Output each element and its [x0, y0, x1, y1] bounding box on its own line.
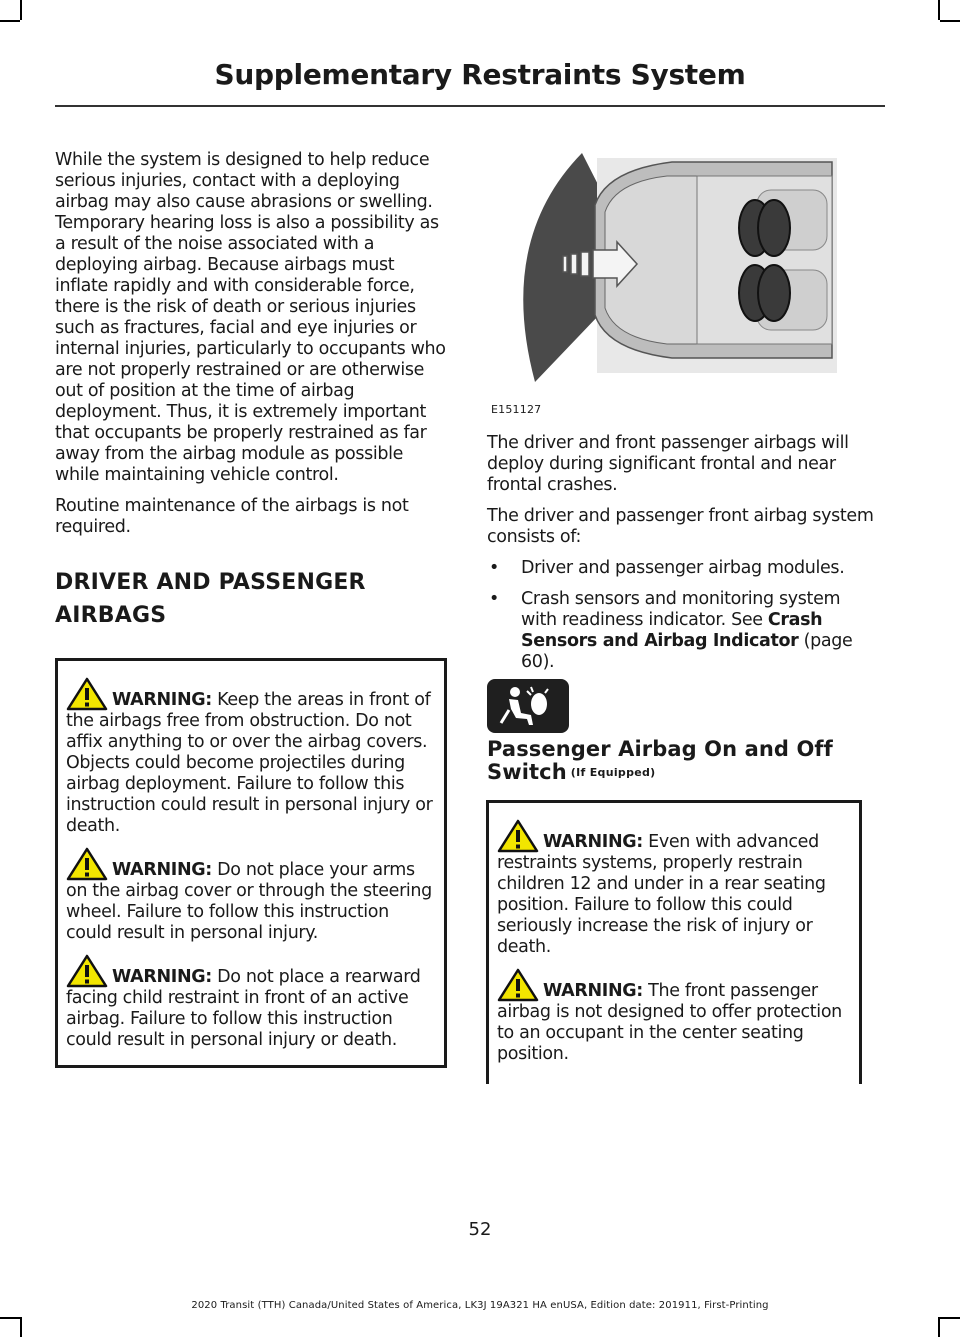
warning-triangle-icon	[66, 954, 108, 988]
if-equipped-tag: (If Equipped)	[570, 766, 656, 779]
warning-text: The front passenger airbag is not designed to offer protection to an occupant in the center seating position.	[497, 981, 842, 1064]
warning-triangle-icon	[497, 819, 539, 853]
warning-triangle-icon	[497, 968, 539, 1002]
list-item-text: Driver and passenger airbag modules.	[521, 558, 845, 578]
crop-mark	[0, 1317, 20, 1319]
maintenance-paragraph: Routine maintenance of the airbags is not required.	[55, 496, 409, 537]
page-number: 52	[468, 1219, 492, 1240]
warning-text: Keep the areas in front of the airbags free from obstruction. Do not affix anything to or over the airbag covers. Objects could become projectiles during airbag deployment. Failure to follow this instruction could result in personal injury or death.	[66, 690, 433, 836]
sub-heading-line2: Switch	[487, 760, 567, 784]
crop-mark	[0, 20, 20, 22]
warning-text: Do not place a rearward facing child restraint in front of an active airbag. Failure to follow this instruction could result in personal injury or death.	[66, 967, 421, 1050]
warning-text: Even with advanced restraints systems, properly restrain children 12 and under in a rear seating position. Failure to follow this could seriously increase the risk of injury or death.	[497, 832, 826, 957]
warning-item	[497, 819, 851, 958]
passenger-airbag-icon	[487, 679, 569, 733]
sub-heading	[487, 738, 881, 784]
intro-paragraph: While the system is designed to help reduce serious injuries, contact with a deploying airbag may also cause abrasions or swelling. Temporary hearing loss is also a possibility as a result of the noise associated with a deploying airbag. Because airbags must inflate rapidly and with considerable force, there is the risk of death or serious injuries such as fractures, facial and eye injuries or internal injuries, particularly to occupants who are not properly restrained or are otherwise out of position at the time of airbag deployment. Thus, it is extremely important that occupants be properly restrained as far away from the airbag module as possible while maintaining vehicle control.	[55, 150, 446, 485]
warning-item	[66, 677, 436, 837]
crop-mark	[20, 0, 22, 20]
warning-item	[66, 847, 436, 944]
footer-edition-info: 2020 Transit (TTH) Canada/United States of America, LK3J 19A321 HA enUSA, Edition date: 201911, First-Printing	[191, 1300, 769, 1311]
list-item	[487, 558, 881, 579]
left-column	[55, 150, 447, 1068]
crop-mark	[938, 0, 940, 20]
right-warning-column	[486, 800, 862, 1084]
figure-code: E151127	[491, 403, 542, 416]
page-reference: (page 60).	[521, 631, 853, 672]
bullet: •	[489, 558, 499, 578]
header-rule	[55, 105, 885, 107]
component-list	[487, 558, 881, 673]
cross-reference-link[interactable]: Crash Sensors and Airbag Indicator	[521, 610, 823, 651]
section-heading	[55, 566, 447, 632]
warning-label: WARNING:	[543, 981, 643, 1001]
list-item	[487, 589, 881, 673]
consists-paragraph: The driver and passenger front airbag system consists of:	[487, 506, 874, 547]
warning-item	[66, 954, 436, 1051]
page-title: Supplementary Restraints System	[214, 58, 746, 91]
crop-mark	[938, 1317, 940, 1337]
right-column-text	[487, 433, 881, 683]
deploy-paragraph: The driver and front passenger airbags will deploy during significant frontal and near frontal crashes.	[487, 433, 849, 495]
warning-label: WARNING:	[112, 690, 212, 710]
warning-triangle-icon	[66, 847, 108, 881]
section-heading-line1: DRIVER AND PASSENGER	[55, 570, 366, 595]
section-heading-line2: AIRBAGS	[55, 603, 167, 628]
warning-box-left	[55, 658, 447, 1068]
crop-mark	[940, 20, 960, 22]
warning-item	[497, 968, 851, 1065]
crop-mark	[20, 1317, 22, 1337]
bullet: •	[489, 589, 499, 609]
sub-heading-line1: Passenger Airbag On and Off	[487, 737, 833, 761]
warning-box-right	[486, 800, 862, 1084]
warning-label: WARNING:	[112, 860, 212, 880]
list-item-text: Crash sensors and monitoring system with readiness indicator. See	[521, 589, 841, 630]
warning-label: WARNING:	[543, 832, 643, 852]
warning-text: Do not place your arms on the airbag cover or through the steering wheel. Failure to follow this instruction could result in personal injury.	[66, 860, 432, 943]
warning-triangle-icon	[66, 677, 108, 711]
crop-mark	[940, 1317, 960, 1319]
warning-label: WARNING:	[112, 967, 212, 987]
airbag-deployment-figure	[487, 150, 881, 420]
